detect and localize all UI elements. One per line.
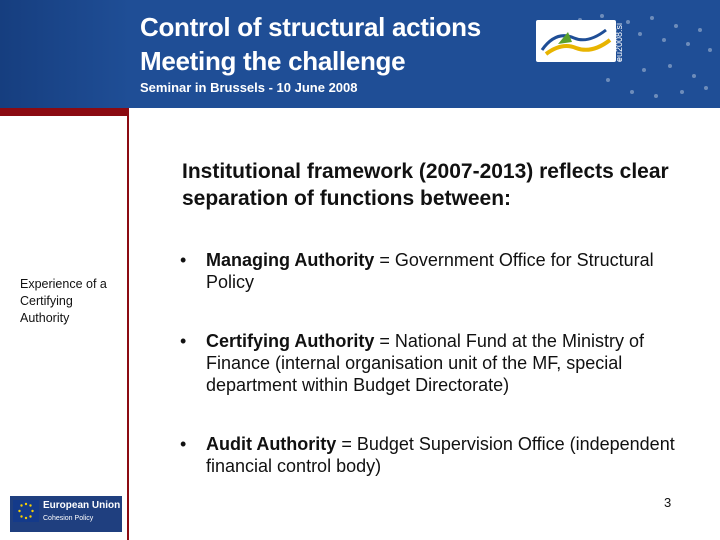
presidency-logo-text: eu2008.si [614, 22, 624, 62]
presidency-logo-icon [536, 20, 616, 62]
list-item-certifying-authority [178, 330, 698, 396]
header-banner [0, 0, 720, 108]
list-item-managing-authority [178, 249, 698, 293]
sidebar-accent-bar [0, 108, 127, 116]
eu-logo-title: European Union [43, 500, 121, 511]
eu-logo-subtitle: Cohesion Policy [43, 515, 94, 522]
authority-term: Certifying Authority [206, 331, 375, 351]
slide-title-line1: Control of structural actions [140, 12, 481, 42]
authority-description: = National Fund at the Ministry of Finance (internal organisation unit of the MF, special department within Budget Directorate) [206, 331, 644, 395]
authority-term: Audit Authority [206, 434, 337, 454]
presidency-logo [536, 20, 616, 62]
bullet-icon: • [180, 250, 187, 270]
content-heading: Institutional framework (2007-2013) reflects clear separation of functions between: [182, 160, 669, 210]
authority-description: = Government Office for Structural Policy [206, 250, 654, 292]
eu-flag-icon [13, 500, 39, 522]
authority-term: Managing Authority [206, 250, 375, 270]
left-sidebar [0, 108, 129, 540]
header-gradient [0, 0, 130, 108]
authority-list [178, 249, 698, 514]
sidebar-section-label: Experience of a Certifying Authority [20, 277, 107, 325]
eu-cohesion-logo [10, 496, 122, 532]
seminar-subtitle: Seminar in Brussels - 10 June 2008 [140, 80, 358, 95]
authority-description: = Budget Supervision Office (independent financial control body) [206, 434, 675, 476]
slide-title-line2: Meeting the challenge [140, 46, 406, 76]
list-item-audit-authority [178, 433, 698, 477]
bullet-icon: • [180, 331, 187, 351]
bullet-icon: • [180, 434, 187, 454]
page-number: 3 [664, 495, 672, 510]
